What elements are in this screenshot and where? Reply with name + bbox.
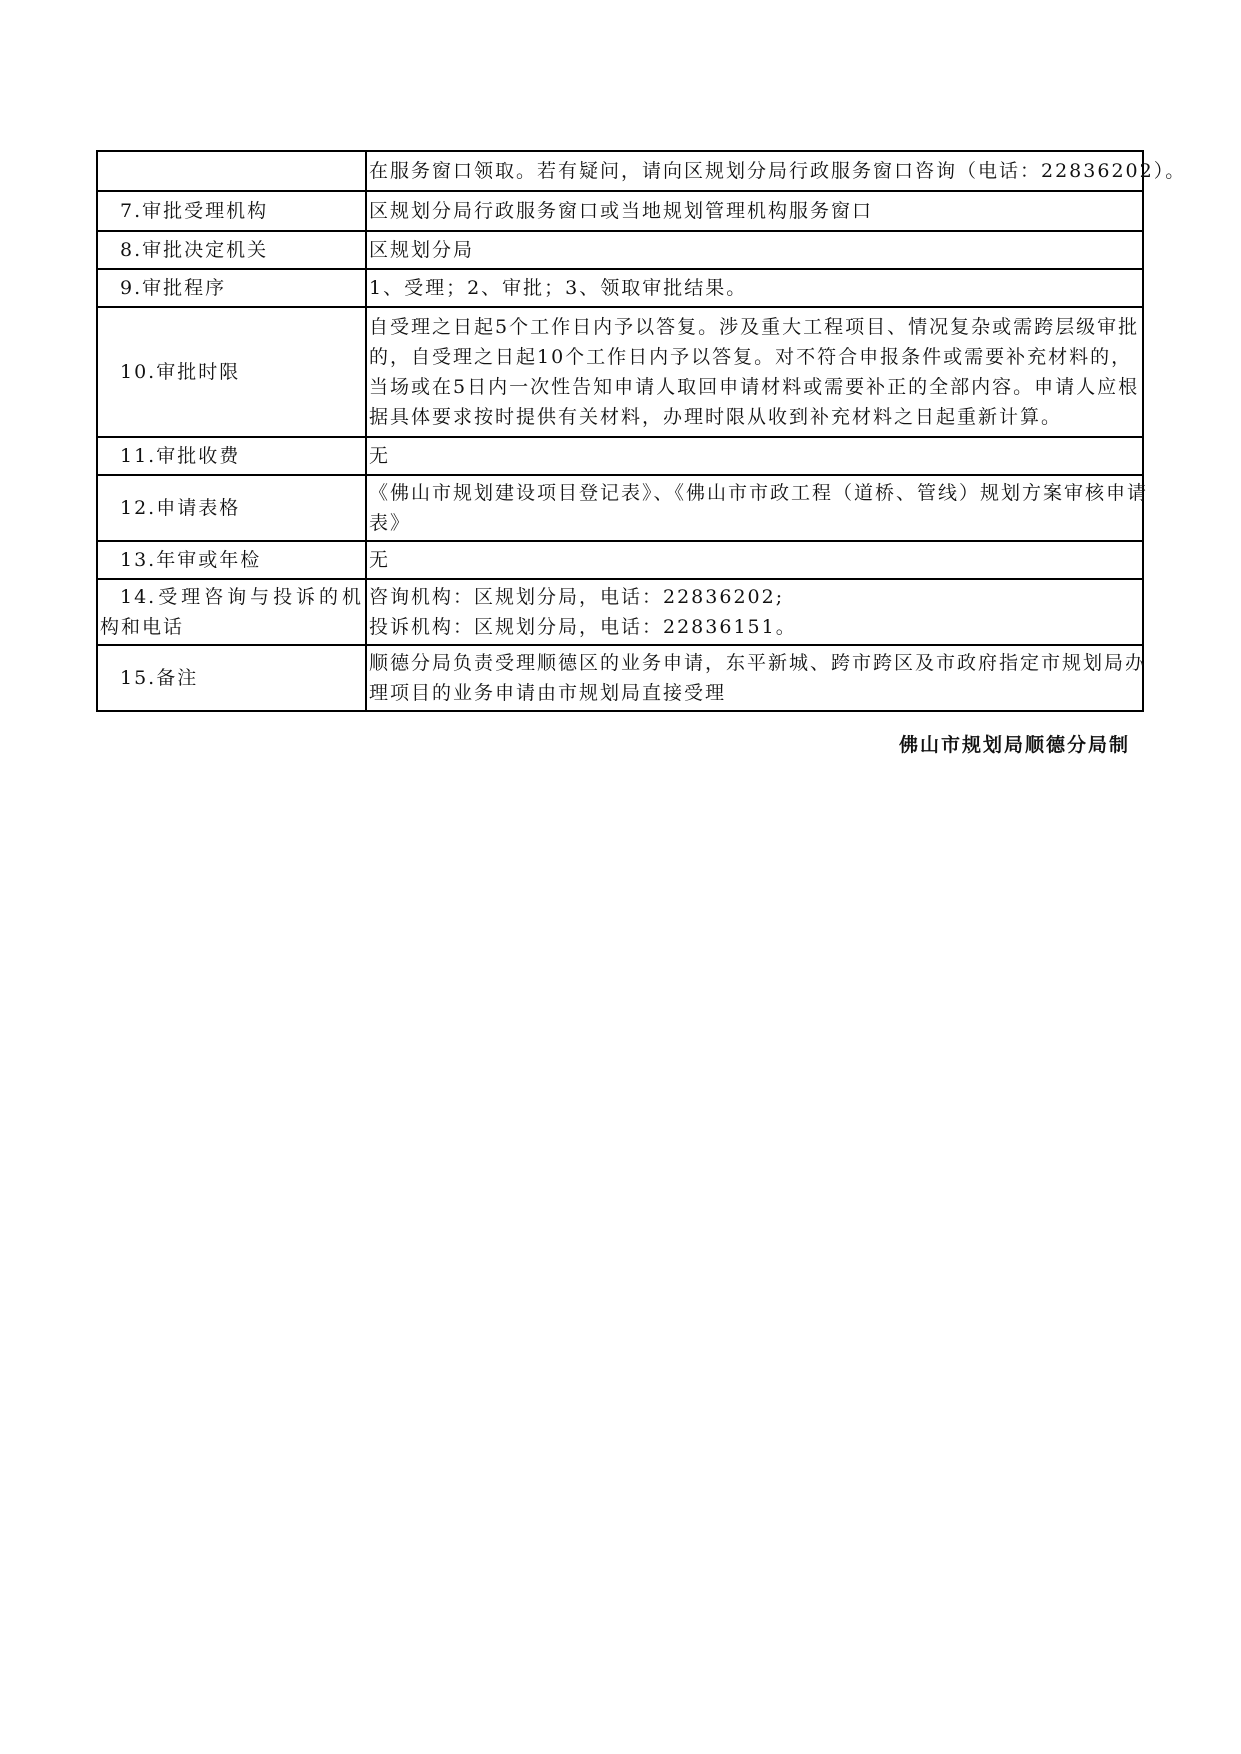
value-line: 表》 [369, 512, 412, 534]
row-label: 13.年审或年检 [97, 541, 366, 579]
value-line: 的，自受理之日起10个工作日内予以答复。对不符合申报条件或需要补充材料的， [369, 346, 1133, 368]
row-value [366, 541, 1143, 579]
row-value [366, 191, 1143, 231]
row-value [366, 307, 1143, 437]
table-row [97, 151, 1143, 191]
table-row [97, 269, 1143, 307]
row-value [366, 579, 1143, 645]
row-label: 8.审批决定机关 [97, 231, 366, 269]
value-line: 自受理之日起5个工作日内予以答复。涉及重大工程项目、情况复杂或需跨层级审批 [369, 316, 1140, 338]
row-label: 9.审批程序 [97, 269, 366, 307]
value-line: 《佛山市规划建设项目登记表》、《佛山市市政工程（道桥、管线）规划方案审核申请 [369, 482, 1149, 504]
value-line: 在服务窗口领取。若有疑问，请向区规划分局行政服务窗口咨询（电话：22836202）。 [369, 160, 1187, 182]
value-line: 当场或在5日内一次性告知申请人取回申请材料或需要补正的全部内容。申请人应根 [369, 376, 1140, 398]
row-value [366, 231, 1143, 269]
value-line: 区规划分局行政服务窗口或当地规划管理机构服务窗口 [369, 200, 874, 222]
row-value [366, 151, 1187, 191]
value-line: 顺德分局负责受理顺德区的业务申请，东平新城、跨市跨区及市政府指定市规划局办 [369, 652, 1147, 674]
approval-info-table [96, 150, 1187, 712]
value-line: 区规划分局 [369, 239, 475, 261]
row-value [366, 475, 1149, 541]
table-row [97, 191, 1143, 231]
table-row [97, 541, 1143, 579]
value-line: 投诉机构：区规划分局，电话：22836151。 [369, 616, 797, 638]
row-label: 14.受理咨询与投诉的机构和电话 [97, 579, 366, 645]
row-value [366, 437, 1143, 475]
row-label: 11.审批收费 [97, 437, 366, 475]
value-line: 据具体要求按时提供有关材料，办理时限从收到补充材料之日起重新计算。 [369, 406, 1063, 428]
row-label [97, 151, 366, 191]
table-row [97, 645, 1143, 711]
row-label: 15.备注 [97, 645, 366, 711]
row-value [366, 269, 1143, 307]
table-row [97, 475, 1143, 541]
value-line: 1、受理；2、审批；3、领取审批结果。 [369, 277, 748, 299]
row-label: 10.审批时限 [97, 307, 366, 437]
row-value [366, 645, 1147, 711]
value-line: 咨询机构：区规划分局，电话：22836202; [369, 586, 785, 608]
row-label: 12.申请表格 [97, 475, 366, 541]
table-row [97, 307, 1143, 437]
value-line: 无 [369, 549, 391, 571]
table-row [97, 231, 1143, 269]
value-line: 理项目的业务申请由市规划局直接受理 [369, 682, 727, 704]
table-row [97, 437, 1143, 475]
row-label: 7.审批受理机构 [97, 191, 366, 231]
table-row [97, 579, 1143, 645]
issuer-footer: 佛山市规划局顺德分局制 [898, 734, 1130, 756]
value-line: 无 [369, 445, 391, 467]
